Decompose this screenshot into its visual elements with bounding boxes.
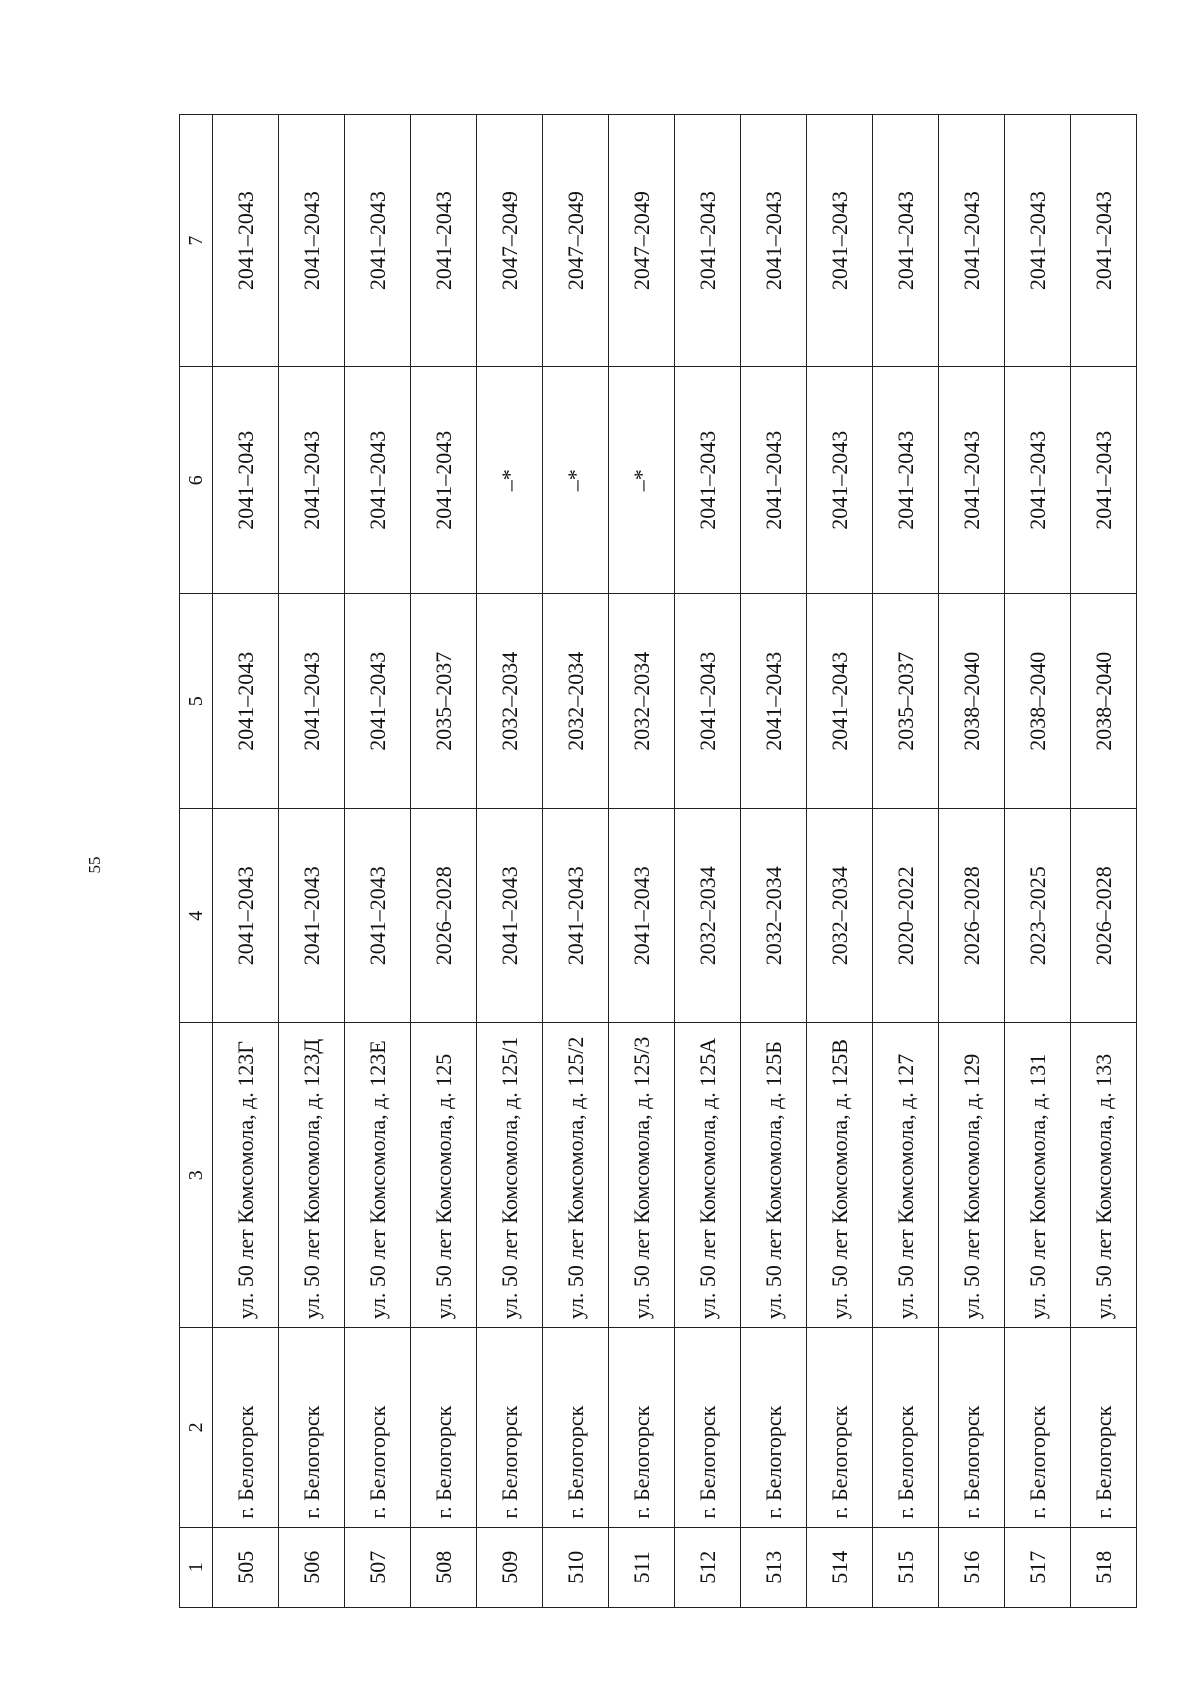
period-col4-cell: 2041–2043 — [477, 808, 543, 1023]
schedule-table — [179, 114, 1137, 1608]
column-header: 5 — [180, 594, 213, 809]
period-col4-cell: 2026–2028 — [1071, 808, 1137, 1023]
row-number-cell: 509 — [477, 1527, 543, 1607]
table-row — [345, 115, 411, 1608]
city-cell: г. Белогорск — [411, 1328, 477, 1527]
column-header: 1 — [180, 1527, 213, 1607]
table-row — [543, 115, 609, 1608]
city-cell: г. Белогорск — [609, 1328, 675, 1527]
address-cell: ул. 50 лет Комсомола, д. 123Д — [279, 1023, 345, 1328]
period-col6-cell: 2041–2043 — [807, 367, 873, 594]
address-cell: ул. 50 лет Комсомола, д. 131 — [1005, 1023, 1071, 1328]
period-col7-cell: 2041–2043 — [1071, 115, 1137, 367]
table-row — [477, 115, 543, 1608]
row-number-cell: 514 — [807, 1527, 873, 1607]
period-col4-cell: 2023–2025 — [1005, 808, 1071, 1023]
period-col6-cell: 2041–2043 — [345, 367, 411, 594]
header-row — [180, 115, 213, 1608]
address-cell: ул. 50 лет Комсомола, д. 125/2 — [543, 1023, 609, 1328]
city-cell: г. Белогорск — [543, 1328, 609, 1527]
period-col6-cell: 2041–2043 — [939, 367, 1005, 594]
row-number-cell: 505 — [213, 1527, 279, 1607]
row-number-cell: 516 — [939, 1527, 1005, 1607]
period-col7-cell: 2047–2049 — [543, 115, 609, 367]
row-number-cell: 517 — [1005, 1527, 1071, 1607]
period-col4-cell: 2041–2043 — [543, 808, 609, 1023]
address-cell: ул. 50 лет Комсомола, д. 127 — [873, 1023, 939, 1328]
table-row — [609, 115, 675, 1608]
city-cell: г. Белогорск — [741, 1328, 807, 1527]
table-row — [279, 115, 345, 1608]
period-col4-cell: 2041–2043 — [345, 808, 411, 1023]
period-col5-cell: 2038–2040 — [1071, 594, 1137, 809]
period-col7-cell: 2041–2043 — [213, 115, 279, 367]
period-col7-cell: 2041–2043 — [807, 115, 873, 367]
period-col7-cell: 2041–2043 — [741, 115, 807, 367]
period-col5-cell: 2038–2040 — [939, 594, 1005, 809]
row-number-cell: 511 — [609, 1527, 675, 1607]
address-cell: ул. 50 лет Комсомола, д. 123Е — [345, 1023, 411, 1328]
period-col7-cell: 2041–2043 — [1005, 115, 1071, 367]
row-number-cell: 510 — [543, 1527, 609, 1607]
period-col7-cell: 2041–2043 — [939, 115, 1005, 367]
period-col6-cell: 2041–2043 — [411, 367, 477, 594]
table-body — [213, 115, 1137, 1608]
city-cell: г. Белогорск — [939, 1328, 1005, 1527]
period-col5-cell: 2032–2034 — [543, 594, 609, 809]
period-col4-cell: 2032–2034 — [741, 808, 807, 1023]
city-cell: г. Белогорск — [213, 1328, 279, 1527]
table-row — [213, 115, 279, 1608]
period-col6-cell: 2041–2043 — [675, 367, 741, 594]
column-header: 4 — [180, 808, 213, 1023]
period-col6-cell: –* — [609, 367, 675, 594]
period-col6-cell: –* — [477, 367, 543, 594]
period-col7-cell: 2047–2049 — [477, 115, 543, 367]
city-cell: г. Белогорск — [873, 1328, 939, 1527]
period-col5-cell: 2041–2043 — [279, 594, 345, 809]
row-number-cell: 513 — [741, 1527, 807, 1607]
period-col6-cell: 2041–2043 — [213, 367, 279, 594]
period-col5-cell: 2041–2043 — [807, 594, 873, 809]
city-cell: г. Белогорск — [477, 1328, 543, 1527]
address-cell: ул. 50 лет Комсомола, д. 125Б — [741, 1023, 807, 1328]
address-cell: ул. 50 лет Комсомола, д. 125/1 — [477, 1023, 543, 1328]
period-col6-cell: 2041–2043 — [741, 367, 807, 594]
city-cell: г. Белогорск — [1005, 1328, 1071, 1527]
row-number-cell: 508 — [411, 1527, 477, 1607]
period-col7-cell: 2041–2043 — [873, 115, 939, 367]
period-col4-cell: 2032–2034 — [675, 808, 741, 1023]
period-col7-cell: 2041–2043 — [675, 115, 741, 367]
period-col4-cell: 2032–2034 — [807, 808, 873, 1023]
period-col5-cell: 2041–2043 — [345, 594, 411, 809]
city-cell: г. Белогорск — [1071, 1328, 1137, 1527]
period-col6-cell: 2041–2043 — [1071, 367, 1137, 594]
period-col4-cell: 2020–2022 — [873, 808, 939, 1023]
rotated-table-container — [179, 114, 1137, 1608]
city-cell: г. Белогорск — [675, 1328, 741, 1527]
table-row — [741, 115, 807, 1608]
row-number-cell: 512 — [675, 1527, 741, 1607]
table-row — [1005, 115, 1071, 1608]
column-header: 7 — [180, 115, 213, 367]
address-cell: ул. 50 лет Комсомола, д. 129 — [939, 1023, 1005, 1328]
period-col6-cell: 2041–2043 — [279, 367, 345, 594]
period-col5-cell: 2041–2043 — [213, 594, 279, 809]
column-header: 2 — [180, 1328, 213, 1527]
table-row — [1071, 115, 1137, 1608]
period-col5-cell: 2035–2037 — [873, 594, 939, 809]
city-cell: г. Белогорск — [807, 1328, 873, 1527]
row-number-cell: 515 — [873, 1527, 939, 1607]
column-header: 6 — [180, 367, 213, 594]
period-col5-cell: 2041–2043 — [741, 594, 807, 809]
address-cell: ул. 50 лет Комсомола, д. 125В — [807, 1023, 873, 1328]
period-col6-cell: –* — [543, 367, 609, 594]
period-col6-cell: 2041–2043 — [873, 367, 939, 594]
address-cell: ул. 50 лет Комсомола, д. 125 — [411, 1023, 477, 1328]
column-header: 3 — [180, 1023, 213, 1328]
period-col5-cell: 2032–2034 — [477, 594, 543, 809]
period-col6-cell: 2041–2043 — [1005, 367, 1071, 594]
period-col4-cell: 2026–2028 — [939, 808, 1005, 1023]
period-col4-cell: 2041–2043 — [279, 808, 345, 1023]
period-col7-cell: 2041–2043 — [411, 115, 477, 367]
period-col4-cell: 2041–2043 — [609, 808, 675, 1023]
table-row — [873, 115, 939, 1608]
period-col7-cell: 2041–2043 — [345, 115, 411, 367]
address-cell: ул. 50 лет Комсомола, д. 133 — [1071, 1023, 1137, 1328]
period-col5-cell: 2032–2034 — [609, 594, 675, 809]
page-number: 55 — [85, 856, 104, 874]
table-row — [411, 115, 477, 1608]
period-col5-cell: 2041–2043 — [675, 594, 741, 809]
city-cell: г. Белогорск — [345, 1328, 411, 1527]
row-number-cell: 518 — [1071, 1527, 1137, 1607]
row-number-cell: 507 — [345, 1527, 411, 1607]
period-col7-cell: 2047–2049 — [609, 115, 675, 367]
table-row — [675, 115, 741, 1608]
period-col4-cell: 2026–2028 — [411, 808, 477, 1023]
row-number-cell: 506 — [279, 1527, 345, 1607]
period-col7-cell: 2041–2043 — [279, 115, 345, 367]
period-col4-cell: 2041–2043 — [213, 808, 279, 1023]
city-cell: г. Белогорск — [279, 1328, 345, 1527]
table-row — [807, 115, 873, 1608]
period-col5-cell: 2035–2037 — [411, 594, 477, 809]
address-cell: ул. 50 лет Комсомола, д. 125А — [675, 1023, 741, 1328]
period-col5-cell: 2038–2040 — [1005, 594, 1071, 809]
address-cell: ул. 50 лет Комсомола, д. 125/3 — [609, 1023, 675, 1328]
table-row — [939, 115, 1005, 1608]
address-cell: ул. 50 лет Комсомола, д. 123Г — [213, 1023, 279, 1328]
